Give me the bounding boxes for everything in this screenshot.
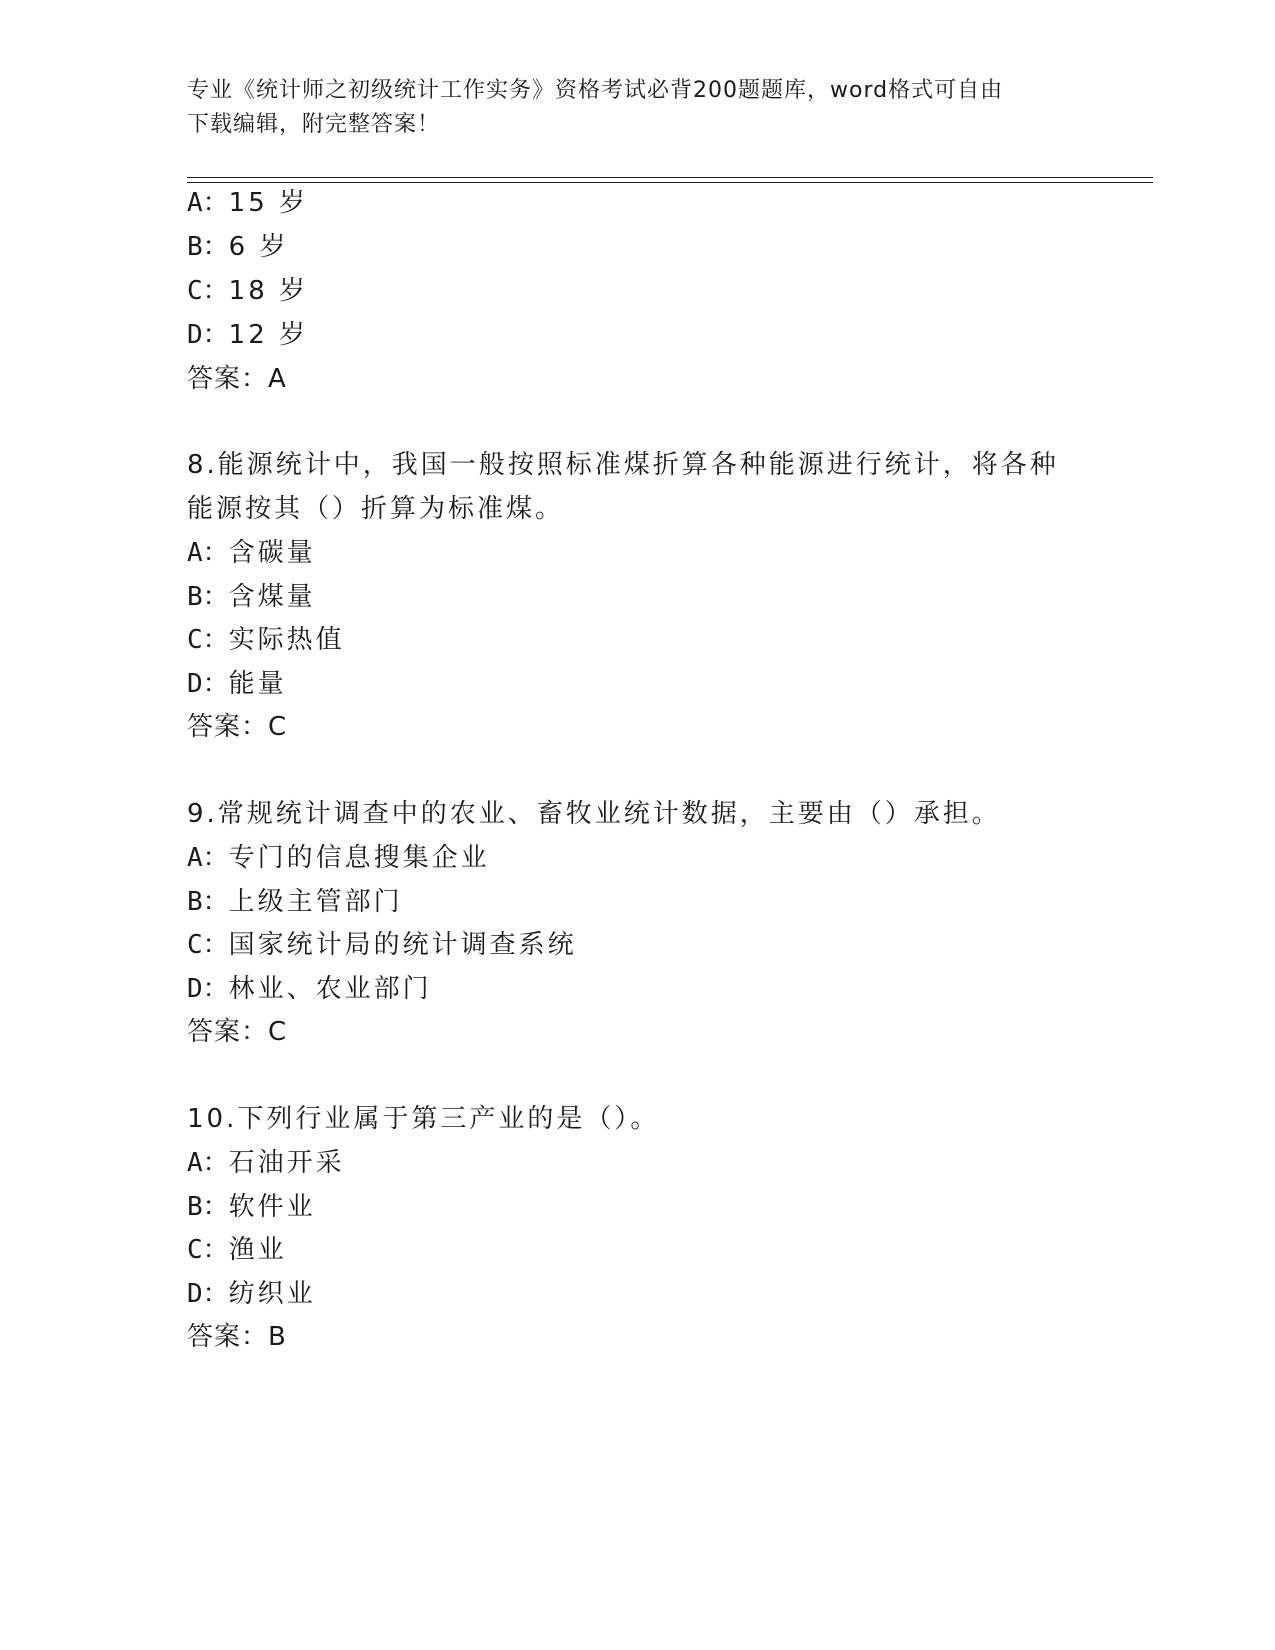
q8-option-b-letter: B： [187,582,229,612]
q7-option-a-letter: A： [187,188,229,218]
q7-option-d-letter: D： [187,320,229,350]
q8-option-c-letter: C： [187,625,229,655]
q10-option-a-letter: A： [187,1148,229,1178]
q8-answer: 答案：C [187,712,288,742]
q7-option-a-text: 15 岁 [228,188,309,218]
q9-stem-line-1: 9.常规统计调查中的农业、畜牧业统计数据，主要由（）承担。 [187,799,1001,829]
q9-option-b-text: 上级主管部门 [228,887,403,917]
q9-option-d-letter: D： [187,974,229,1004]
q9-option-a-letter: A： [187,843,229,873]
q7-option-b-letter: B： [187,232,229,262]
header-line-1: 专业《统计师之初级统计工作实务》资格考试必背200题题库，word格式可自由 [187,78,1004,103]
header-line-2: 下载编辑，附完整答案！ [187,112,441,137]
q10-option-d-text: 纺织业 [228,1279,316,1309]
document-header [187,74,1087,142]
q8-option-c [187,623,345,657]
q8-option-d [187,667,287,701]
q7-option-b [187,230,288,264]
q8-option-a-letter: A： [187,538,229,568]
q10-option-a-text: 石油开采 [228,1148,345,1178]
q10-option-b-text: 软件业 [228,1192,316,1222]
q10-option-c [187,1233,287,1267]
q10-option-a [187,1146,345,1180]
q8-stem-line-1: 8.能源统计中，我国一般按照标准煤折算各种能源进行统计，将各种 [187,450,1059,480]
q7-option-b-text: 6 岁 [228,232,289,262]
q7-option-c-text: 18 岁 [228,276,309,306]
q10-option-d [187,1277,316,1311]
q8-option-a [187,536,316,570]
q10-option-b-letter: B： [187,1192,229,1222]
q8-option-a-text: 含碳量 [228,538,316,568]
header-divider-bottom [187,182,1153,183]
q9-option-a-text: 专门的信息搜集企业 [228,843,490,873]
q7-answer: 答案：A [187,364,287,394]
q9-option-c-letter: C： [187,930,229,960]
header-divider-top [187,177,1153,178]
q9-option-c-text: 国家统计局的统计调查系统 [228,930,577,960]
q8-option-d-letter: D： [187,669,229,699]
q8-option-b [187,580,316,614]
q8-stem-line-2: 能源按其（）折算为标准煤。 [187,494,565,524]
q10-option-c-text: 渔业 [228,1235,287,1265]
q9-option-c [187,928,577,962]
q7-option-a [187,186,308,220]
q9-option-a [187,841,490,875]
q7-option-c-letter: C： [187,276,229,306]
q7-option-c [187,274,308,308]
q9-option-d [187,972,432,1006]
q8-option-c-text: 实际热值 [228,625,345,655]
q8-option-b-text: 含煤量 [228,582,316,612]
q7-option-d [187,318,308,352]
q10-option-b [187,1190,316,1224]
q10-answer: 答案：B [187,1322,287,1352]
q10-option-c-letter: C： [187,1235,229,1265]
q9-option-b [187,885,403,919]
q9-answer: 答案：C [187,1017,288,1047]
q8-option-d-text: 能量 [228,669,287,699]
q9-option-d-text: 林业、农业部门 [228,974,432,1004]
q10-option-d-letter: D： [187,1279,229,1309]
q10-stem-line-1: 10.下列行业属于第三产业的是（）。 [187,1104,660,1134]
q9-option-b-letter: B： [187,887,229,917]
q7-option-d-text: 12 岁 [228,320,309,350]
